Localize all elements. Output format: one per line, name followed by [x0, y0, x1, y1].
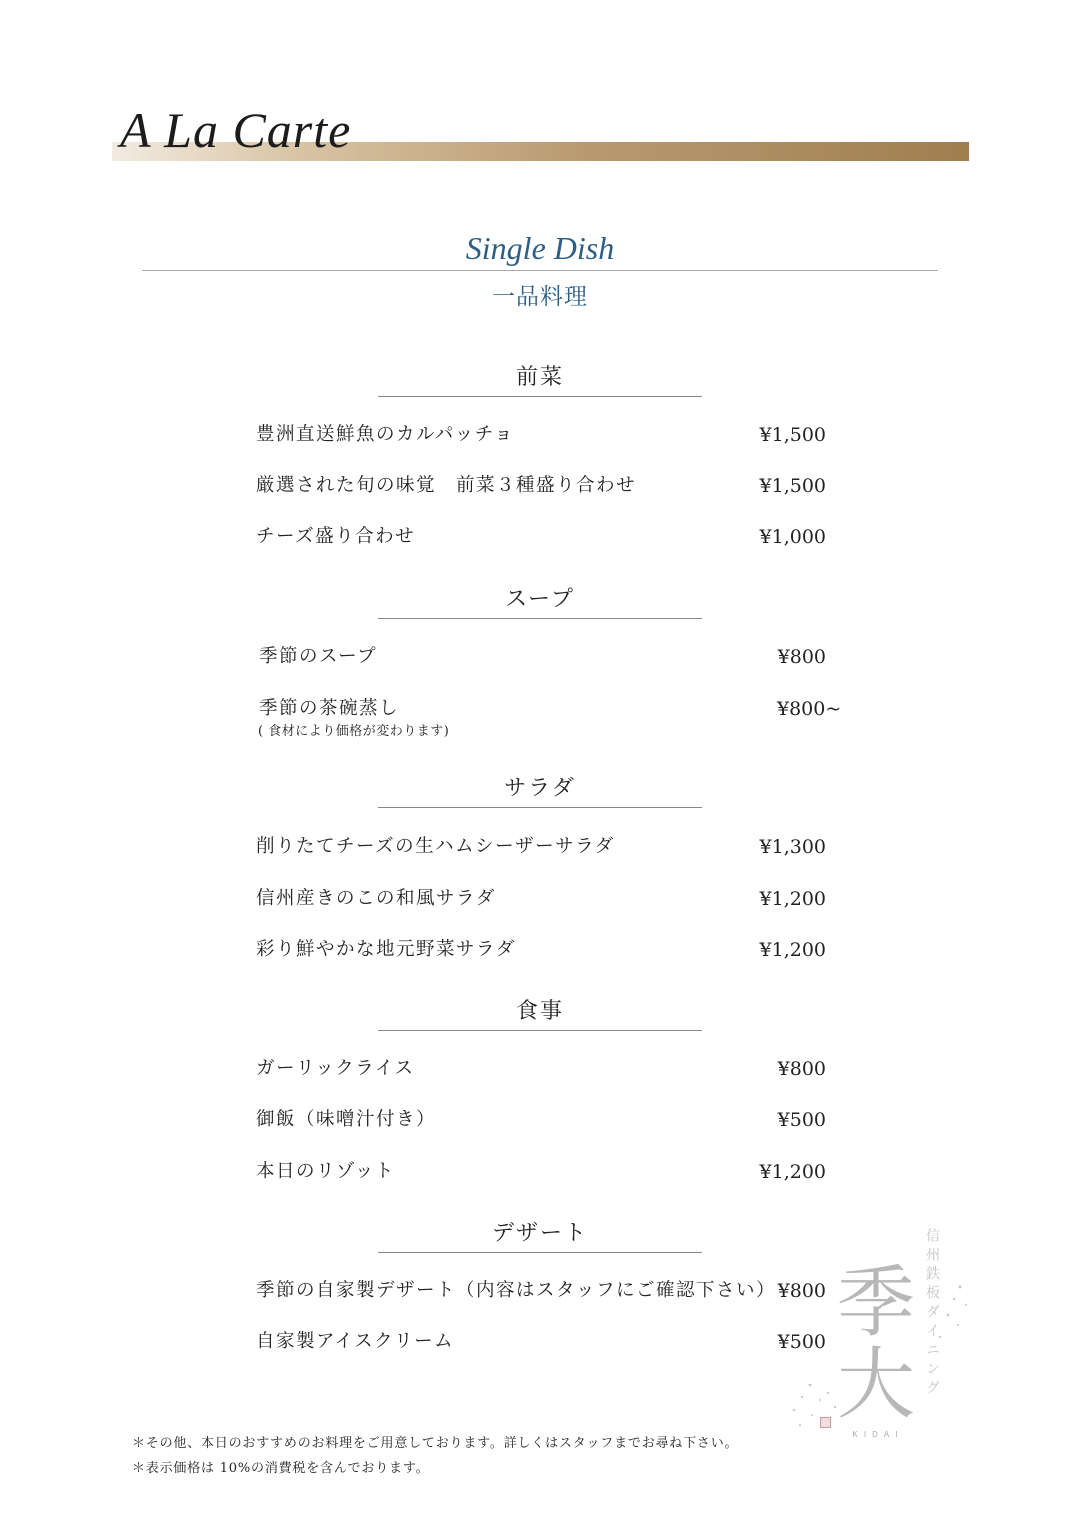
menu-item-name: 彩り鮮やかな地元野菜サラダ	[256, 939, 516, 960]
menu-item-note: ( 食材により価格が変わります)	[258, 724, 450, 739]
menu-item-name: ガーリックライス	[256, 1058, 415, 1079]
footnote-tax: ＊表示価格は 10%の消費税を含んでおります。	[132, 1461, 430, 1476]
section-title-meal: 食事	[515, 999, 564, 1024]
menu-item-price: ¥1,200	[759, 888, 826, 910]
menu-item-name: 御飯（味噌汁付き）	[256, 1109, 437, 1130]
menu-item-price: ¥1,500	[759, 475, 826, 497]
menu-item-price: ¥800	[777, 1280, 826, 1302]
menu-item-price: ¥500	[777, 1331, 826, 1353]
logo-roman: KIDAI	[852, 1430, 904, 1439]
menu-item-name: 季節の茶碗蒸し	[259, 698, 400, 719]
subtitle-japanese: 一品料理	[492, 284, 588, 310]
section-title-salad: サラダ	[504, 776, 576, 801]
menu-item-price: ¥1,200	[759, 939, 826, 961]
menu-item-name: 季節のスープ	[259, 646, 378, 667]
menu-item-name: 自家製アイスクリーム	[256, 1331, 455, 1352]
logo-vertical-text: 信州鉄板ダイニング	[924, 1228, 940, 1399]
menu-item-name: 厳選された旬の味覚 前菜３種盛り合わせ	[256, 475, 637, 496]
section-divider	[378, 618, 702, 619]
menu-item-price: ¥1,000	[759, 526, 826, 548]
section-divider	[378, 1030, 702, 1031]
menu-item-price: ¥1,500	[759, 424, 826, 446]
logo-kanji: 季大	[836, 1258, 915, 1430]
section-title-dessert: デザート	[491, 1221, 588, 1246]
menu-item-name: チーズ盛り合わせ	[256, 526, 416, 547]
menu-item-name: 本日のリゾット	[256, 1161, 395, 1182]
section-title-appetizers: 前菜	[515, 365, 564, 390]
menu-item-price: ¥800	[777, 646, 826, 668]
menu-item-price: ¥1,300	[759, 836, 826, 858]
footnote-recommendation: ＊その他、本日のおすすめのお料理をご用意しております。詳しくはスタッフまでお尋ね下さい。	[132, 1436, 739, 1451]
menu-item-name: 信州産きのこの和風サラダ	[256, 888, 496, 909]
menu-item-name: 季節の自家製デザート（内容はスタッフにご確認下さい）	[256, 1280, 777, 1301]
logo-seal-icon	[820, 1417, 831, 1428]
menu-item-price: ¥500	[777, 1109, 826, 1131]
menu-item-price: ¥800~	[777, 698, 842, 720]
subtitle-divider	[142, 270, 938, 271]
section-divider	[378, 396, 702, 397]
section-title-soup: スープ	[505, 587, 575, 612]
section-divider	[378, 1252, 702, 1253]
menu-item-price: ¥800	[777, 1058, 826, 1080]
menu-item-price: ¥1,200	[759, 1161, 826, 1183]
page-title: A La Carte	[120, 102, 352, 158]
subtitle-english: Single Dish	[465, 230, 615, 266]
section-divider	[378, 807, 702, 808]
menu-item-name: 削りたてチーズの生ハムシーザーサラダ	[256, 836, 615, 857]
menu-item-name: 豊洲直送鮮魚のカルパッチョ	[256, 424, 515, 445]
